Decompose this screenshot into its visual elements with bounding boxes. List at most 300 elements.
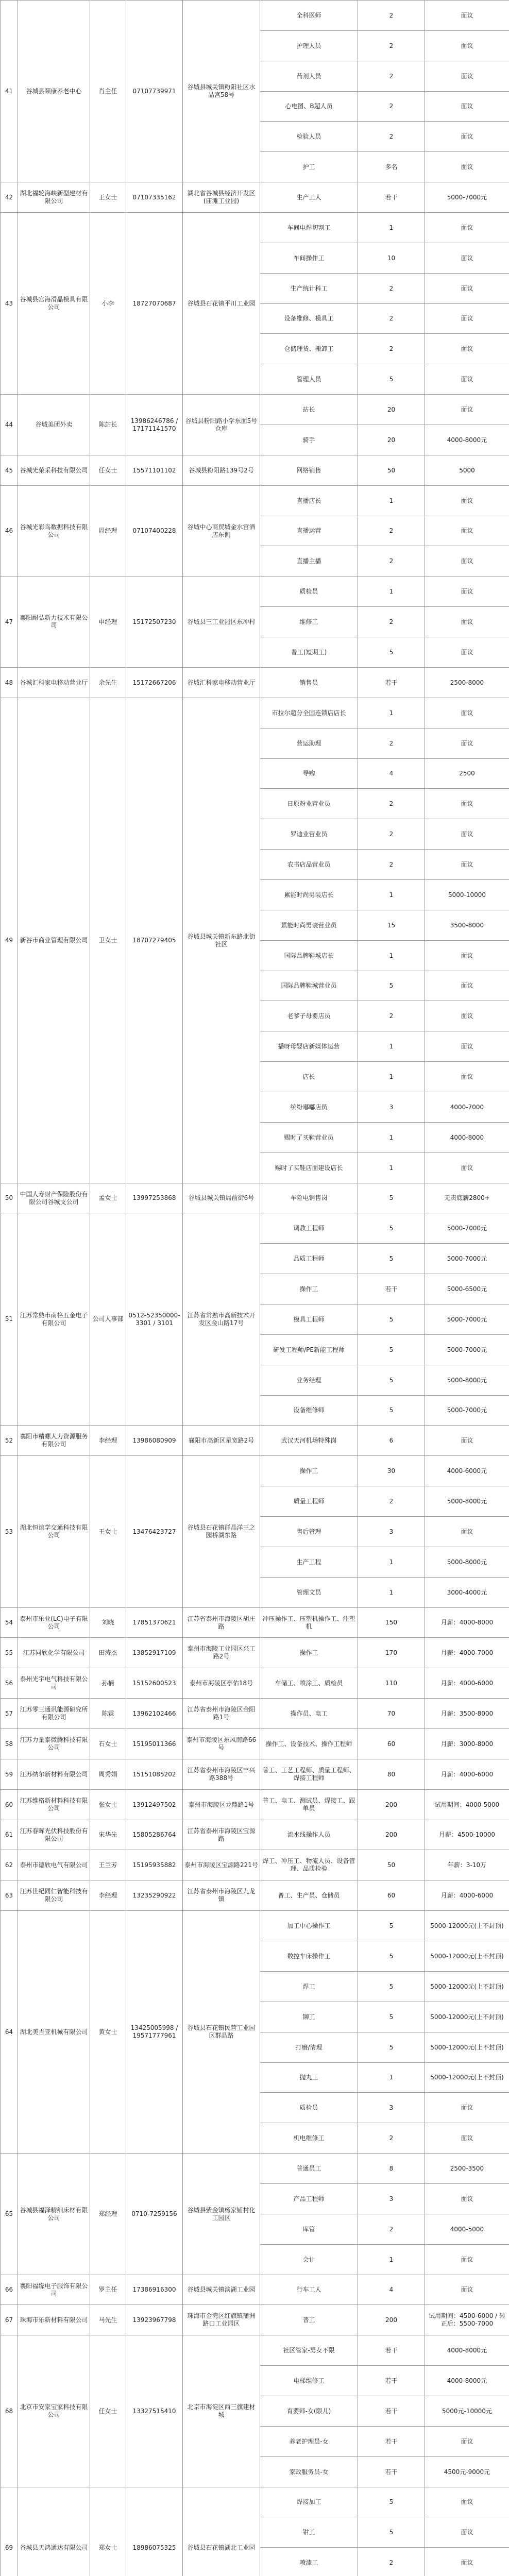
position-title: 调教工程师 xyxy=(260,1213,358,1244)
row-number: 51 xyxy=(1,1213,18,1426)
contact-phone: 15151085202 xyxy=(126,1759,183,1790)
company-address: 泰州市海陵区亭佑18号 xyxy=(183,1668,260,1699)
salary: 面议 xyxy=(425,941,509,971)
company-name: 泰州市德欣电气有限公司 xyxy=(18,1850,90,1880)
company-address: 谷城县紫金镇杨家铺村化工园区 xyxy=(183,2154,260,2275)
headcount: 1 xyxy=(358,486,425,516)
position-title: 操作员、电工 xyxy=(260,1699,358,1729)
company-name: 中国人寿财产保险股份有限公司谷城支公司 xyxy=(18,1183,90,1213)
position-title: 操作工、设备技术、操作工程师 xyxy=(260,1729,358,1759)
table-row xyxy=(1,1426,509,1456)
headcount: 2 xyxy=(358,728,425,759)
contact-person: 陈站长 xyxy=(90,395,126,455)
table-row xyxy=(1,1790,509,1820)
position-title: 行车工人 xyxy=(260,2275,358,2305)
headcount: 2 xyxy=(358,516,425,546)
row-number: 69 xyxy=(1,2487,18,2576)
position-title: 农书店品营业员 xyxy=(260,850,358,880)
salary: 面议 xyxy=(425,2487,509,2517)
company-name: 泰州光宇电气科技有限公司 xyxy=(18,1668,90,1699)
headcount: 2 xyxy=(358,274,425,304)
salary: 4500元-9000元 xyxy=(425,2457,509,2487)
contact-person: 卫女士 xyxy=(90,698,126,1183)
headcount: 2 xyxy=(358,31,425,61)
company-address: 谷城县石花镇湖北工业园 xyxy=(183,2487,260,2576)
position-title: 缤纷嘟嘟店员 xyxy=(260,1092,358,1123)
row-number: 54 xyxy=(1,1608,18,1638)
salary: 月薪：4500-10000 xyxy=(425,1820,509,1850)
row-number: 45 xyxy=(1,455,18,486)
position-title: 操作工 xyxy=(260,1456,358,1486)
row-number: 48 xyxy=(1,668,18,698)
headcount: 2 xyxy=(358,61,425,92)
position-title: 操作工 xyxy=(260,1274,358,1304)
table-row xyxy=(1,182,509,213)
table-row xyxy=(1,2305,509,2335)
company-name: 江苏零三通讯能源研究所有限公司 xyxy=(18,1699,90,1729)
company-name: 谷城县宫海滑晶模具有限公司 xyxy=(18,213,90,395)
company-address: 谷城中心商贸城金水宫酒店东侧 xyxy=(183,486,260,577)
headcount: 50 xyxy=(358,455,425,486)
headcount: 3 xyxy=(358,2184,425,2214)
salary: 面议 xyxy=(425,334,509,364)
contact-phone: 13425005998 / 19571777961 xyxy=(126,1911,183,2154)
contact-person: 石女士 xyxy=(90,1729,126,1759)
company-address: 谷城县石花镇平川工业园 xyxy=(183,213,260,395)
table-row xyxy=(1,2487,509,2517)
company-address: 谷城县城关镇局前街6号 xyxy=(183,1183,260,1213)
company-name: 江苏力量泰微腾科技有限公司 xyxy=(18,1729,90,1759)
row-number: 46 xyxy=(1,486,18,577)
salary: 面议 xyxy=(425,728,509,759)
salary: 面议 xyxy=(425,546,509,577)
headcount: 2 xyxy=(358,850,425,880)
company-address: 谷城县粉阳路小学东面5号仓库 xyxy=(183,395,260,455)
contact-person: 任女士 xyxy=(90,2335,126,2487)
table-row xyxy=(1,2275,509,2305)
company-address: 珠海市金湾区红旗镇蒲洲路口工业园区 xyxy=(183,2305,260,2335)
headcount: 70 xyxy=(358,1699,425,1729)
salary: 5000-12000元(上不封顶) xyxy=(425,1911,509,1941)
salary: 5000-7000元 xyxy=(425,1396,509,1426)
headcount: 1 xyxy=(358,1062,425,1092)
headcount: 若干 xyxy=(358,2396,425,2427)
position-title: 管理人员 xyxy=(260,364,358,395)
contact-person: 李经理 xyxy=(90,1880,126,1911)
headcount: 2 xyxy=(358,819,425,850)
salary: 试用期间：4500-6000 / 转正后：5500-7000 xyxy=(425,2305,509,2335)
headcount: 15 xyxy=(358,910,425,941)
company-address: 谷城汇科家电移动营业厅 xyxy=(183,668,260,698)
salary: 面议 xyxy=(425,850,509,880)
headcount: 2 xyxy=(358,607,425,637)
contact-phone: 18707279405 xyxy=(126,698,183,1183)
salary: 5000元-10000元 xyxy=(425,2396,509,2427)
headcount: 5 xyxy=(358,1911,425,1941)
position-title: 加工中心操作工 xyxy=(260,1911,358,1941)
row-number: 50 xyxy=(1,1183,18,1213)
company-name: 江苏维格新材料科技有限公司 xyxy=(18,1790,90,1820)
salary: 面议 xyxy=(425,92,509,122)
headcount: 5 xyxy=(358,2487,425,2517)
salary: 面议 xyxy=(425,304,509,334)
company-address: 江苏省泰州市海陵区宝源路 xyxy=(183,1820,260,1850)
position-title: 网络销售 xyxy=(260,455,358,486)
contact-phone: 13852917109 xyxy=(126,1638,183,1668)
position-title: 家政服务员-女 xyxy=(260,2457,358,2487)
position-title: 护工 xyxy=(260,152,358,182)
salary: 面议 xyxy=(425,1001,509,1031)
row-number: 61 xyxy=(1,1820,18,1850)
headcount: 多名 xyxy=(358,152,425,182)
row-number: 44 xyxy=(1,395,18,455)
headcount: 3 xyxy=(358,2093,425,2123)
table-row xyxy=(1,1850,509,1880)
position-title: 仓储理货、搬卸工 xyxy=(260,334,358,364)
headcount: 5 xyxy=(358,1941,425,1972)
contact-person: 张女士 xyxy=(90,1790,126,1820)
headcount: 170 xyxy=(358,1638,425,1668)
row-number: 52 xyxy=(1,1426,18,1456)
salary: 5000-8000元 xyxy=(425,1547,509,1578)
row-number: 42 xyxy=(1,182,18,213)
position-title: 研发工程师/PE新能工程师 xyxy=(260,1335,358,1365)
position-title: 模具工程师 xyxy=(260,1304,358,1335)
salary: 试用期间：4000-5000 xyxy=(425,1790,509,1820)
company-address: 江苏省常熟市高新技术开发区金山路17号 xyxy=(183,1213,260,1426)
headcount: 20 xyxy=(358,425,425,455)
salary: 5000-6500元 xyxy=(425,1274,509,1304)
position-title: 数控车床操作工 xyxy=(260,1941,358,1972)
headcount: 30 xyxy=(358,1456,425,1486)
position-title: 直播店长 xyxy=(260,486,358,516)
headcount: 4 xyxy=(358,759,425,789)
position-title: 全科医师 xyxy=(260,1,358,31)
contact-phone: 13962102466 xyxy=(126,1699,183,1729)
headcount: 5 xyxy=(358,1365,425,1396)
company-address: 谷城县城关镇粉阳社区水晶宫58号 xyxy=(183,1,260,182)
contact-phone: 15195011366 xyxy=(126,1729,183,1759)
company-address: 江苏省泰州市海陵区胡庄路 xyxy=(183,1608,260,1638)
contact-person: 肖主任 xyxy=(90,1,126,182)
contact-phone: 17851370621 xyxy=(126,1608,183,1638)
salary: 面议 xyxy=(425,243,509,274)
row-number: 55 xyxy=(1,1638,18,1668)
headcount: 1 xyxy=(358,1123,425,1153)
headcount: 1 xyxy=(358,941,425,971)
position-title: 店长 xyxy=(260,1062,358,1092)
salary: 5000-8000元 xyxy=(425,1365,509,1396)
position-title: 设备维修师 xyxy=(260,1396,358,1426)
headcount: 6 xyxy=(358,1426,425,1456)
table-row xyxy=(1,1183,509,1213)
contact-phone: 0710-7259156 xyxy=(126,2154,183,2275)
headcount: 若干 xyxy=(358,2366,425,2396)
position-title: 普工(短期工) xyxy=(260,637,358,668)
position-title: 焊工 xyxy=(260,1972,358,2002)
salary: 5000-7000元 xyxy=(425,1244,509,1274)
contact-person: 郑女士 xyxy=(90,2487,126,2576)
position-title: 打磨/清理 xyxy=(260,2032,358,2063)
company-name: 谷城光彩鸟数据科技有限公司 xyxy=(18,486,90,577)
salary: 4000-8000元 xyxy=(425,2366,509,2396)
salary: 面议 xyxy=(425,1426,509,1456)
headcount: 1 xyxy=(358,1547,425,1578)
table-row xyxy=(1,1759,509,1790)
salary: 面议 xyxy=(425,2245,509,2275)
salary: 3000-4000元 xyxy=(425,1578,509,1608)
salary: 月薪：4000-7000 xyxy=(425,1638,509,1668)
headcount: 1 xyxy=(358,2063,425,2093)
position-title: 售后管理 xyxy=(260,1517,358,1547)
job-table-body xyxy=(1,1,509,2576)
company-name: 新谷市商业管理有限公司 xyxy=(18,698,90,1183)
salary: 5000-7000元 xyxy=(425,1304,509,1335)
contact-phone: 15172507230 xyxy=(126,577,183,668)
contact-phone: 0512-52350000-3301 / 3101 xyxy=(126,1213,183,1426)
contact-person: 李经理 xyxy=(90,1426,126,1456)
headcount: 2 xyxy=(358,2548,425,2576)
headcount: 5 xyxy=(358,2032,425,2063)
salary: 面议 xyxy=(425,152,509,182)
contact-phone: 13476423727 xyxy=(126,1456,183,1608)
contact-person: 宋华先 xyxy=(90,1820,126,1850)
position-title: 品质工程师 xyxy=(260,1244,358,1274)
salary: 面议 xyxy=(425,2427,509,2457)
position-title: 药剂人员 xyxy=(260,61,358,92)
company-address: 江苏省泰州市海陵区金阳路1号 xyxy=(183,1699,260,1729)
position-title: 累能时尚男装店长 xyxy=(260,880,358,910)
position-title: 罗迪业营业员 xyxy=(260,819,358,850)
salary: 5000-12000元(上不封顶) xyxy=(425,1941,509,1972)
salary: 面议 xyxy=(425,61,509,92)
row-number: 63 xyxy=(1,1880,18,1911)
headcount: 2 xyxy=(358,546,425,577)
company-name: 湖北恒谊学交通科技有限公司 xyxy=(18,1456,90,1608)
contact-phone: 15571101102 xyxy=(126,455,183,486)
salary: 面议 xyxy=(425,1517,509,1547)
company-name: 江苏春晖光伏科技股份有限公司 xyxy=(18,1820,90,1850)
company-address: 谷城县城关镇新东路北街社区 xyxy=(183,698,260,1183)
headcount: 5 xyxy=(358,1396,425,1426)
table-row xyxy=(1,1638,509,1668)
contact-phone: 13986246786 / 17171141570 xyxy=(126,395,183,455)
salary: 面议 xyxy=(425,2184,509,2214)
contact-person: 王女士 xyxy=(90,182,126,213)
table-row xyxy=(1,1213,509,1244)
headcount: 8 xyxy=(358,2154,425,2184)
company-address: 泰州市海陵工业园区兴工路2号 xyxy=(183,1638,260,1668)
headcount: 200 xyxy=(358,2305,425,2335)
headcount: 5 xyxy=(358,1972,425,2002)
headcount: 5 xyxy=(358,1183,425,1213)
salary: 面议 xyxy=(425,2123,509,2154)
headcount: 3 xyxy=(358,1092,425,1123)
company-address: 江苏省泰州市海陵区丰兴路388号 xyxy=(183,1759,260,1790)
position-title: 铆工 xyxy=(260,2002,358,2032)
position-title: 国际品牌鞋城营业员 xyxy=(260,971,358,1001)
contact-phone: 13912497502 xyxy=(126,1790,183,1820)
salary: 2500-8000 xyxy=(425,668,509,698)
salary: 面议 xyxy=(425,971,509,1001)
table-row xyxy=(1,1880,509,1911)
salary: 5000-12000元(上不封顶) xyxy=(425,2032,509,2063)
headcount: 2 xyxy=(358,2123,425,2154)
salary: 面议 xyxy=(425,577,509,607)
row-number: 67 xyxy=(1,2305,18,2335)
salary: 面议 xyxy=(425,2093,509,2123)
salary: 面议 xyxy=(425,637,509,668)
contact-person: 公司人事部 xyxy=(90,1213,126,1426)
headcount: 若干 xyxy=(358,2457,425,2487)
salary: 面议 xyxy=(425,395,509,425)
position-title: 骑手 xyxy=(260,425,358,455)
salary: 5000-7000元 xyxy=(425,182,509,213)
position-title: 站长 xyxy=(260,395,358,425)
headcount: 5 xyxy=(358,2517,425,2548)
position-title: 质检员 xyxy=(260,2093,358,2123)
headcount: 若干 xyxy=(358,2335,425,2366)
position-title: 焊工、冲压工、物流人员、设备管理、品质检验 xyxy=(260,1850,358,1880)
row-number: 62 xyxy=(1,1850,18,1880)
headcount: 3 xyxy=(358,1517,425,1547)
table-row xyxy=(1,455,509,486)
salary: 月薪：3000-8000 xyxy=(425,1729,509,1759)
contact-person: 陈霖 xyxy=(90,1699,126,1729)
headcount: 若干 xyxy=(358,2427,425,2457)
headcount: 1 xyxy=(358,1031,425,1062)
salary: 5000-8000元 xyxy=(425,1486,509,1517)
position-title: 电梯维修工 xyxy=(260,2366,358,2396)
contact-phone: 13997253868 xyxy=(126,1183,183,1213)
position-title: 冲压操作工、压塑机操作工、注塑机 xyxy=(260,1608,358,1638)
position-title: 普工、工艺工程师、质量工程师、焊接工程师 xyxy=(260,1759,358,1790)
headcount: 2 xyxy=(358,122,425,152)
headcount: 若干 xyxy=(358,1274,425,1304)
position-title: 累能时尚男装营业员 xyxy=(260,910,358,941)
contact-phone: 15152600523 xyxy=(126,1668,183,1699)
salary: 面议 xyxy=(425,486,509,516)
row-number: 53 xyxy=(1,1456,18,1608)
position-title: 产品工程师 xyxy=(260,2184,358,2214)
salary: 面议 xyxy=(425,789,509,819)
company-name: 泰州市乐业(LC)电子有限公司 xyxy=(18,1608,90,1638)
headcount: 2 xyxy=(358,334,425,364)
position-title: 直播运营 xyxy=(260,516,358,546)
contact-person: 马先生 xyxy=(90,2305,126,2335)
headcount: 1 xyxy=(358,2245,425,2275)
row-number: 58 xyxy=(1,1729,18,1759)
row-number: 41 xyxy=(1,1,18,182)
contact-phone: 13986080909 xyxy=(126,1426,183,1456)
company-name: 谷城汇科家电移动营业厅 xyxy=(18,668,90,698)
salary: 月薪：4000-6000 xyxy=(425,1759,509,1790)
position-title: 赐时了买鞋营业员 xyxy=(260,1123,358,1153)
salary: 5000-12000元(上不封顶) xyxy=(425,2063,509,2093)
position-title: 老爹子母婴店员 xyxy=(260,1001,358,1031)
position-title: 钳工 xyxy=(260,2517,358,2548)
position-title: 流水线操作人员 xyxy=(260,1820,358,1850)
contact-phone: 07107335162 xyxy=(126,182,183,213)
salary: 5000-7000元 xyxy=(425,1213,509,1244)
salary: 5000 xyxy=(425,455,509,486)
headcount: 10 xyxy=(358,243,425,274)
salary: 面议 xyxy=(425,31,509,61)
headcount: 2 xyxy=(358,1,425,31)
company-address: 泰州市海陵区龙鼎路1号 xyxy=(183,1790,260,1820)
company-address: 北京市海淀区西三旗建材城 xyxy=(183,2335,260,2487)
contact-person: 黄女士 xyxy=(90,1911,126,2154)
position-title: 普通员工 xyxy=(260,2154,358,2184)
headcount: 5 xyxy=(358,1213,425,1244)
row-number: 68 xyxy=(1,2335,18,2487)
row-number: 49 xyxy=(1,698,18,1183)
company-address: 泰州市海陵区东风南路66号 xyxy=(183,1729,260,1759)
contact-person: 任女士 xyxy=(90,455,126,486)
salary: 面议 xyxy=(425,516,509,546)
table-row xyxy=(1,1699,509,1729)
contact-phone: 15195935882 xyxy=(126,1850,183,1880)
company-name: 江苏同欣化学有限公司 xyxy=(18,1638,90,1668)
salary: 面议 xyxy=(425,274,509,304)
company-address: 湖北省谷城县经济开发区(庙滩工业园) xyxy=(183,182,260,213)
table-row xyxy=(1,2154,509,2184)
contact-person: 余先生 xyxy=(90,668,126,698)
company-name: 襄阳福缘电子服饰有限公司 xyxy=(18,2275,90,2305)
salary: 5000-10000 xyxy=(425,880,509,910)
row-number: 64 xyxy=(1,1911,18,2154)
position-title: 车间电焊切割工 xyxy=(260,213,358,243)
position-title: 业务经理 xyxy=(260,1365,358,1396)
salary: 2500-3500 xyxy=(425,2154,509,2184)
contact-phone: 18727070687 xyxy=(126,213,183,395)
table-row xyxy=(1,577,509,607)
contact-person: 周经理 xyxy=(90,486,126,577)
table-row xyxy=(1,2335,509,2366)
row-number: 65 xyxy=(1,2154,18,2275)
position-title: 车间操作工 xyxy=(260,243,358,274)
salary: 面议 xyxy=(425,2275,509,2305)
headcount: 150 xyxy=(358,1608,425,1638)
headcount: 5 xyxy=(358,971,425,1001)
table-row xyxy=(1,213,509,243)
contact-phone: 15172667206 xyxy=(126,668,183,698)
table-row xyxy=(1,1668,509,1699)
company-name: 襄阳市精螺人力资源服务有限公司 xyxy=(18,1426,90,1456)
company-name: 襄阳耐弘新力技术有限公司 xyxy=(18,577,90,668)
position-title: 车险电销售岗 xyxy=(260,1183,358,1213)
headcount: 2 xyxy=(358,2214,425,2245)
contact-phone: 13327515410 xyxy=(126,2335,183,2487)
position-title: 育婴师-女(限儿) xyxy=(260,2396,358,2427)
company-address: 襄阳市高新区星宽路2号 xyxy=(183,1426,260,1456)
contact-person: 王兰芳 xyxy=(90,1850,126,1880)
salary: 面议 xyxy=(425,213,509,243)
company-name: 江苏纳尔新材料有限公司 xyxy=(18,1759,90,1790)
position-title: 喷漆工 xyxy=(260,2548,358,2576)
headcount: 1 xyxy=(358,577,425,607)
company-address: 谷城县城关镇滨湖工业园 xyxy=(183,2275,260,2305)
table-row xyxy=(1,395,509,425)
contact-phone: 15805286764 xyxy=(126,1820,183,1850)
headcount: 1 xyxy=(358,698,425,728)
headcount: 80 xyxy=(358,1759,425,1790)
headcount: 1 xyxy=(358,1153,425,1183)
contact-person: 刘晓 xyxy=(90,1608,126,1638)
company-name: 北京市安家宝家科技有限公司 xyxy=(18,2335,90,2487)
contact-person: 王女士 xyxy=(90,1456,126,1608)
position-title: 国际品牌鞋城店长 xyxy=(260,941,358,971)
